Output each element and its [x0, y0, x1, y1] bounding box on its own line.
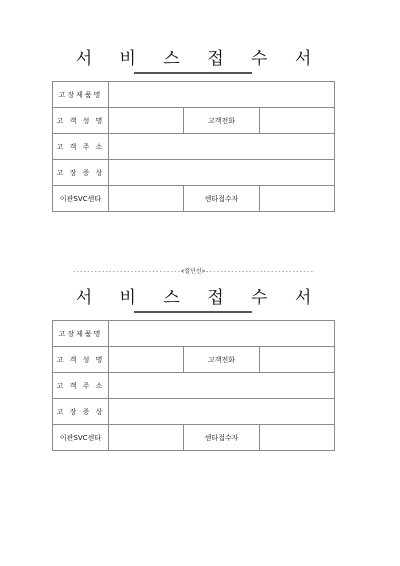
label-receiver: 센타접수자	[184, 425, 259, 451]
row-address	[53, 134, 335, 160]
title-underline	[134, 72, 252, 74]
label-customer-name: 고 객 성 명	[53, 347, 109, 373]
label-address: 고 객 주 소	[53, 134, 109, 160]
title-underline	[134, 311, 252, 313]
label-product: 고장제품명	[53, 82, 109, 108]
field-receiver[interactable]	[259, 425, 334, 451]
row-product	[53, 321, 335, 347]
field-phone[interactable]	[259, 108, 334, 134]
row-symptom	[53, 399, 335, 425]
service-form-top	[52, 49, 335, 203]
label-address: 고 객 주 소	[53, 373, 109, 399]
field-product[interactable]	[109, 82, 335, 108]
cut-line	[50, 266, 336, 275]
form-title: 서 비 스 접 수 서	[75, 49, 323, 69]
cut-dashes-left: ------------------------------	[72, 268, 181, 275]
form-table	[52, 81, 335, 212]
field-symptom[interactable]	[109, 160, 335, 186]
field-symptom[interactable]	[109, 399, 335, 425]
row-center	[53, 186, 335, 212]
field-transfer-center[interactable]	[109, 186, 184, 212]
service-form-bottom	[52, 288, 335, 442]
label-receiver: 센타접수자	[184, 186, 259, 212]
form-title-wrap	[52, 49, 335, 81]
field-phone[interactable]	[259, 347, 334, 373]
field-transfer-center[interactable]	[109, 425, 184, 451]
form-title-wrap	[52, 288, 335, 320]
label-customer-name: 고 객 성 명	[53, 108, 109, 134]
row-product	[53, 82, 335, 108]
label-symptom: 고 장 증 상	[53, 160, 109, 186]
form-title: 서 비 스 접 수 서	[75, 288, 323, 308]
field-address[interactable]	[109, 134, 335, 160]
cut-label: <절단선>	[180, 268, 206, 275]
field-product[interactable]	[109, 321, 335, 347]
field-customer-name[interactable]	[109, 347, 184, 373]
label-product: 고장제품명	[53, 321, 109, 347]
row-customer	[53, 108, 335, 134]
row-symptom	[53, 160, 335, 186]
field-receiver[interactable]	[259, 186, 334, 212]
field-customer-name[interactable]	[109, 108, 184, 134]
form-table	[52, 320, 335, 451]
field-address[interactable]	[109, 373, 335, 399]
label-symptom: 고 장 증 상	[53, 399, 109, 425]
row-address	[53, 373, 335, 399]
label-transfer-center: 이관SVC센타	[53, 186, 109, 212]
row-center	[53, 425, 335, 451]
row-customer	[53, 347, 335, 373]
cut-dashes-right: ------------------------------	[205, 268, 314, 275]
label-phone: 고객전화	[184, 108, 259, 134]
label-transfer-center: 이관SVC센타	[53, 425, 109, 451]
label-phone: 고객전화	[184, 347, 259, 373]
